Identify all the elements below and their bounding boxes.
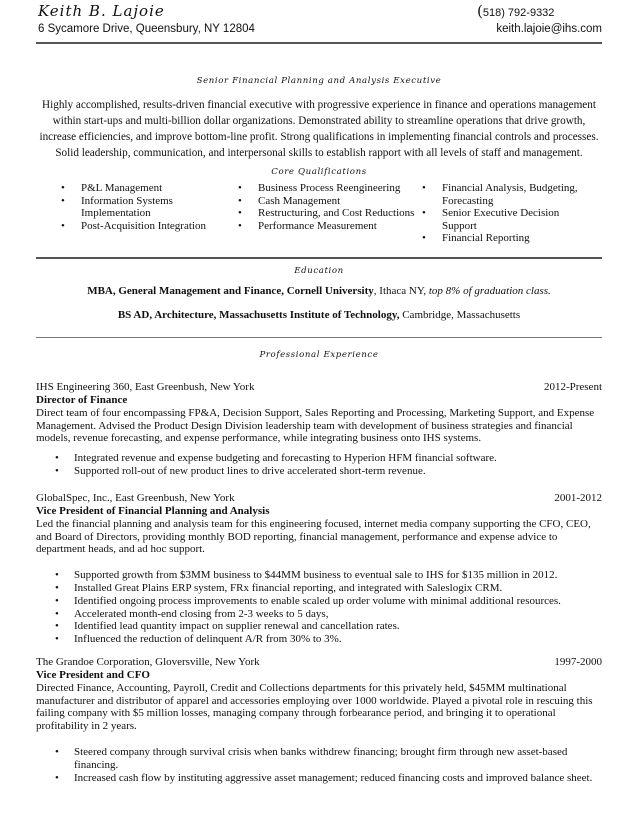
header-divider (36, 42, 602, 44)
job-title: Director of Finance (36, 394, 128, 406)
summary-line: increase efficiencies, and improve bottom-line profit. Strong qualifications in implementing financial controls and processes. (39, 131, 599, 143)
job-description: Led the financial planning and analysis team for this engineering focused, internet media company supporting the CFO, CEO, and Board of Directors, providing monthly BOD reporting, financial management, performance and expense advice to department heads, and ad hoc support. (36, 517, 591, 556)
achievement-item: • Integrated revenue and expense budgeting and forecasting to Hyperion HFM financial software. (36, 452, 602, 465)
achievement-item: • Identified lead quantity impact on supplier renewal and cancellation rates. (36, 620, 602, 633)
qualifications-col-3 (421, 182, 591, 245)
education-bs (36, 309, 602, 321)
address: 6 Sycamore Drive, Queensbury, NY 12804 (38, 23, 255, 35)
qualifications-heading: Core Qualifications (271, 167, 367, 177)
qualifications-divider (36, 257, 602, 259)
experience-heading: Professional Experience (259, 350, 379, 360)
mba-degree: MBA, General Management and Finance, Cornell University (87, 285, 374, 297)
qualification-item: • P&L Management (60, 182, 220, 195)
summary-line: Highly accomplished, results-driven financial executive with progressive experience in finance and operations management (42, 99, 596, 111)
qualification-item: • Post-Acquisition Integration (60, 220, 220, 233)
qualifications-col-2 (237, 182, 427, 232)
qualifications-col-1 (60, 182, 220, 232)
phone-digits: 518) 792-9332 (482, 7, 555, 19)
job-header (36, 492, 602, 505)
phone-number (477, 2, 554, 20)
qualification-item: • Performance Measurement (237, 220, 427, 233)
achievement-item: • Influenced the reduction of delinquent A/R from 30% to 3%. (36, 633, 602, 646)
job-company: IHS Engineering 360, East Greenbush, New York (36, 381, 255, 393)
email-address: keith.lajoie@ihs.com (496, 23, 602, 35)
job-dates: 1997-2000 (554, 656, 602, 668)
bs-degree: BS AD, Architecture, Massachusetts Institute of Technology, (117, 309, 400, 321)
job-entry-ihs (36, 381, 602, 478)
job-achievements (36, 569, 602, 646)
qualification-item: • Financial Analysis, Budgeting, Forecasting (421, 182, 591, 207)
qualification-item: • Financial Reporting (421, 232, 591, 245)
achievement-item: • Increased cash flow by instituting aggressive asset management; reduced financing costs and improved balance sheet. (36, 772, 602, 785)
phone-paren: ( (477, 2, 483, 20)
job-company: GlobalSpec, Inc., East Greenbush, New York (36, 492, 235, 504)
summary-line: within start-ups and multi-billion dollar organizations. Demonstrated ability to streamline operations that drive growth, (52, 115, 586, 127)
job-company: The Grandoe Corporation, Gloversville, New York (36, 656, 260, 668)
job-dates: 2001-2012 (554, 492, 602, 504)
job-entry-grandoe (36, 656, 602, 784)
job-achievements (36, 452, 602, 478)
job-header (36, 656, 602, 669)
achievement-item: • Supported growth from $3MM business to $44MM business to eventual sale to IHS for $135 million in 2012. (36, 569, 602, 582)
headline: Senior Financial Planning and Analysis Executive (196, 76, 442, 86)
achievement-item: • Supported roll-out of new product lines to drive accelerated short-term revenue. (36, 465, 602, 478)
qualification-item: • Information Systems Implementation (60, 195, 220, 220)
job-header (36, 381, 602, 394)
education-divider (36, 337, 602, 338)
mba-location: , Ithaca NY, (373, 285, 429, 297)
job-achievements (36, 746, 602, 784)
achievement-item: • Identified ongoing process improvements to enable scaled up order volume with minimal additional resources. (36, 595, 602, 608)
job-dates: 2012-Present (543, 381, 602, 393)
job-entry-globalspec (36, 492, 602, 646)
job-title: Vice President of Financial Planning and Analysis (36, 505, 270, 517)
qualification-item: • Senior Executive Decision Support (421, 207, 591, 232)
summary (36, 97, 602, 161)
achievement-item: • Accelerated month-end closing from 2-3 weeks to 5 days, (36, 608, 602, 621)
job-description: Directed Finance, Accounting, Payroll, Credit and Collections departments for this privately held, $45MM multinational manufacturer and distributor of apparel and accessories employing over 1000 worldwide. Played a pivotal role in rescuing this failing company with $5 million losses, managing company through forbearance period, and bringing it to operational profitability in 2 years. (36, 681, 593, 733)
summary-line: Solid leadership, communication, and interpersonal skills to establish rapport with all levels of staff and management. (55, 147, 583, 159)
bs-location: Cambridge, Massachusetts (399, 309, 521, 321)
education-mba (36, 285, 602, 297)
education-heading: Education (294, 266, 344, 276)
mba-honor: top 8% of graduation class. (428, 285, 551, 297)
qualification-item: • Business Process Reengineering (237, 182, 427, 195)
achievement-item: • Steered company through survival crisis when banks withdrew financing; brought firm through new asset-based financing. (36, 746, 602, 772)
achievement-item: • Installed Great Plains ERP system, FRx financial reporting, and integrated with Saleslogix CRM. (36, 582, 602, 595)
candidate-name: Keith B. Lajoie (38, 2, 165, 20)
job-description: Direct team of four encompassing FP&A, Decision Support, Sales Reporting and Processing, Marketing Support, and Expense Management. Advised the Product Design Division leadership team with development of business strategies and financial models, revenue forecasting, and expense performance, while integrating business onto IHS systems. (36, 406, 595, 445)
qualification-item: • Restructuring, and Cost Reductions (237, 207, 427, 220)
job-title: Vice President and CFO (36, 669, 150, 681)
qualification-item: • Cash Management (237, 195, 427, 208)
